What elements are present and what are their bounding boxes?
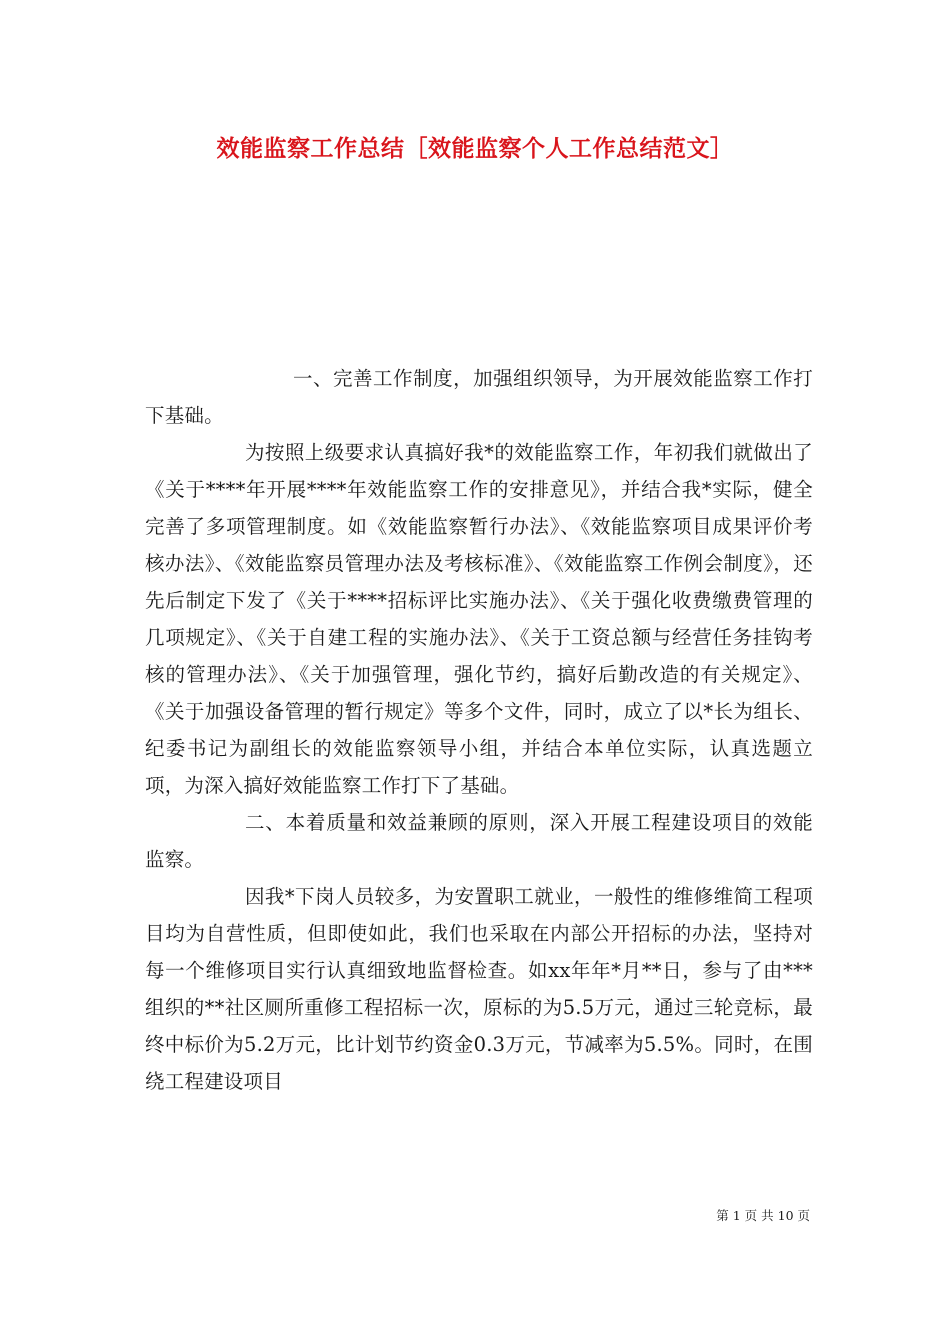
section-heading-1: 一、完善工作制度，加强组织领导，为开展效能监察工作打下基础。 <box>145 367 813 427</box>
section-heading-2: 二、本着质量和效益兼顾的原则，深入开展工程建设项目的效能监察。 <box>145 811 813 871</box>
document-title: 效能监察工作总结［效能监察个人工作总结范文］ <box>216 135 734 162</box>
document-body <box>145 360 813 1100</box>
body-paragraph-1: 为按照上级要求认真搞好我*的效能监察工作，年初我们就做出了《关于****年开展****年效能监察工作的安排意见》，并结合我*实际，健全完善了多项管理制度。如《效能监察暂行办法》、《效能监察项目成果评价考核办法》、《效能监察员管理办法及考核标准》、《效能监察工作例会制度》，还先后制定下发了《关于****招标评比实施办法》、《关于强化收费缴费管理的几项规定》、《关于自建工程的实施办法》、《关于工资总额与经营任务挂钩考核的管理办法》、《关于加强管理，强化节约，搞好后勤改造的有关规定》、《关于加强设备管理的暂行规定》等多个文件，同时，成立了以*长为组长、纪委书记为副组长的效能监察领导小组，并结合本单位实际，认真选题立项，为深入搞好效能监察工作打下了基础。 <box>145 441 813 797</box>
page-number-footer: 第 1 页 共 10 页 <box>716 1208 810 1223</box>
body-paragraph-2: 因我*下岗人员较多，为安置职工就业，一般性的维修维简工程项目均为自营性质，但即使如此，我们也采取在内部公开招标的办法，坚持对每一个维修项目实行认真细致地监督检查。如xx年年*月**日，参与了由***组织的**社区厕所重修工程招标一次，原标的为5.5万元，通过三轮竞标，最终中标价为5.2万元，比计划节约资金0.3万元，节减率为5.5%。同时，在围绕工程建设项目 <box>145 885 813 1093</box>
